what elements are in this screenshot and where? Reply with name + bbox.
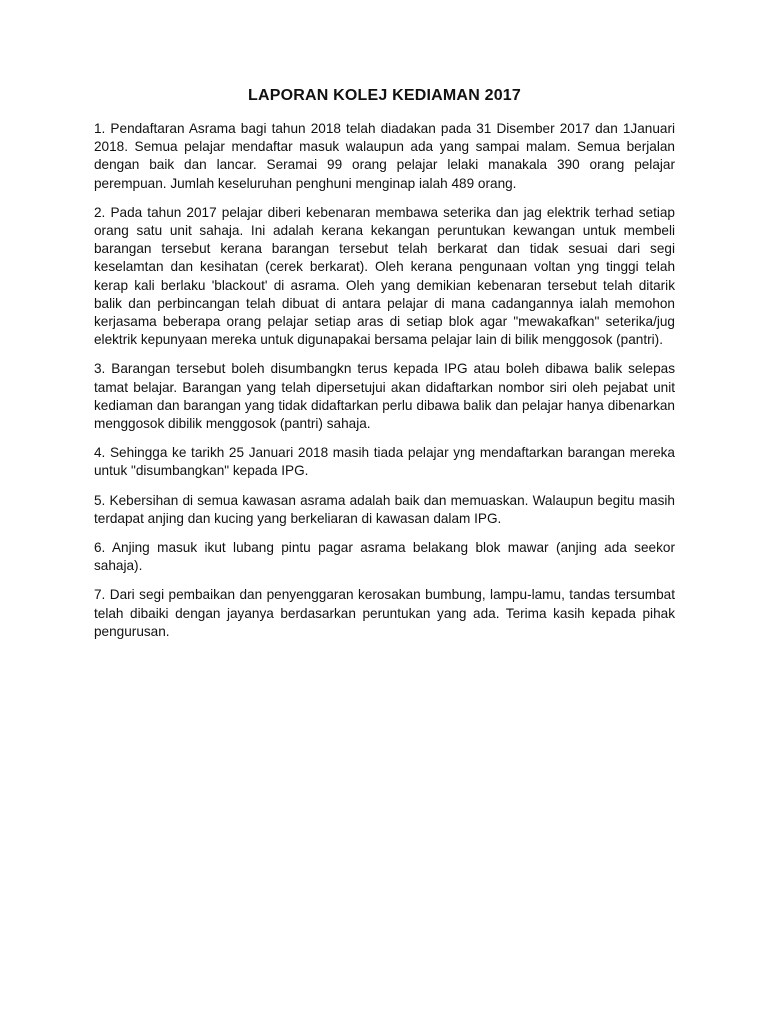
paragraph-4: 4. Sehingga ke tarikh 25 Januari 2018 masih tiada pelajar yng mendaftarkan barangan mereka untuk "disumbangkan" kepada IPG. [94, 445, 675, 479]
paragraph-5: 5. Kebersihan di semua kawasan asrama adalah baik dan memuaskan. Walaupun begitu masih terdapat anjing dan kucing yang berkeliaran di kawasan dalam IPG. [94, 492, 675, 526]
document-title: LAPORAN KOLEJ KEDIAMAN 2017 [247, 87, 521, 104]
paragraph-2: 2. Pada tahun 2017 pelajar diberi kebenaran membawa seterika dan jag elektrik terhad setiap orang satu unit sahaja. Ini adalah kerana kekangan peruntukan kewangan untuk membeli barangan tersebut kerana barangan tersebut telah berkarat dan tidak sesuai dari segi keselamtan dan kesihatan (cerek berkarat). Oleh kerana pengunaan voltan yng tinggi telah kerap kali berlaku 'blackout' di asrama. Oleh yang demikian kebenaran tersebut telah ditarik balik dan perbincangan telah dibuat di antara pelajar di mana cadangannya ialah memohon kerjasama beberapa orang pelajar setiap aras di setiap blok agar "mewakafkan" seterika/jug elektrik kepunyaan mereka untuk digunapakai bersama pelajar lain di bilik menggosok (pantri). [94, 204, 675, 348]
paragraph-6: 6. Anjing masuk ikut lubang pintu pagar asrama belakang blok mawar (anjing ada seekor sahaja). [94, 540, 675, 574]
document-page [94, 86, 675, 651]
paragraph-7: 7. Dari segi pembaikan dan penyenggaran kerosakan bumbung, lampu-lamu, tandas tersumbat telah dibaiki dengan jayanya berdasarkan peruntukan yang ada. Terima kasih kepada pihak pengurusan. [94, 587, 675, 639]
paragraph-3: 3. Barangan tersebut boleh disumbangkn terus kepada IPG atau boleh dibawa balik selepas tamat belajar. Barangan yang telah dipersetujui akan didaftarkan nombor siri oleh pejabat unit kediaman dan barangan yang tidak didaftarkan perlu dibawa balik dan pelajar hanya dibenarkan menggosok dibilik menggosok (pantri) sahaja. [94, 361, 675, 432]
paragraph-1: 1. Pendaftaran Asrama bagi tahun 2018 telah diadakan pada 31 Disember 2017 dan 1Januari 2018. Semua pelajar mendaftar masuk walaupun ada yang sampai malam. Semua berjalan dengan baik dan lancar. Seramai 99 orang pelajar lelaki manakala 390 orang pelajar perempuan. Jumlah keseluruhan penghuni menginap ialah 489 orang. [94, 121, 675, 191]
